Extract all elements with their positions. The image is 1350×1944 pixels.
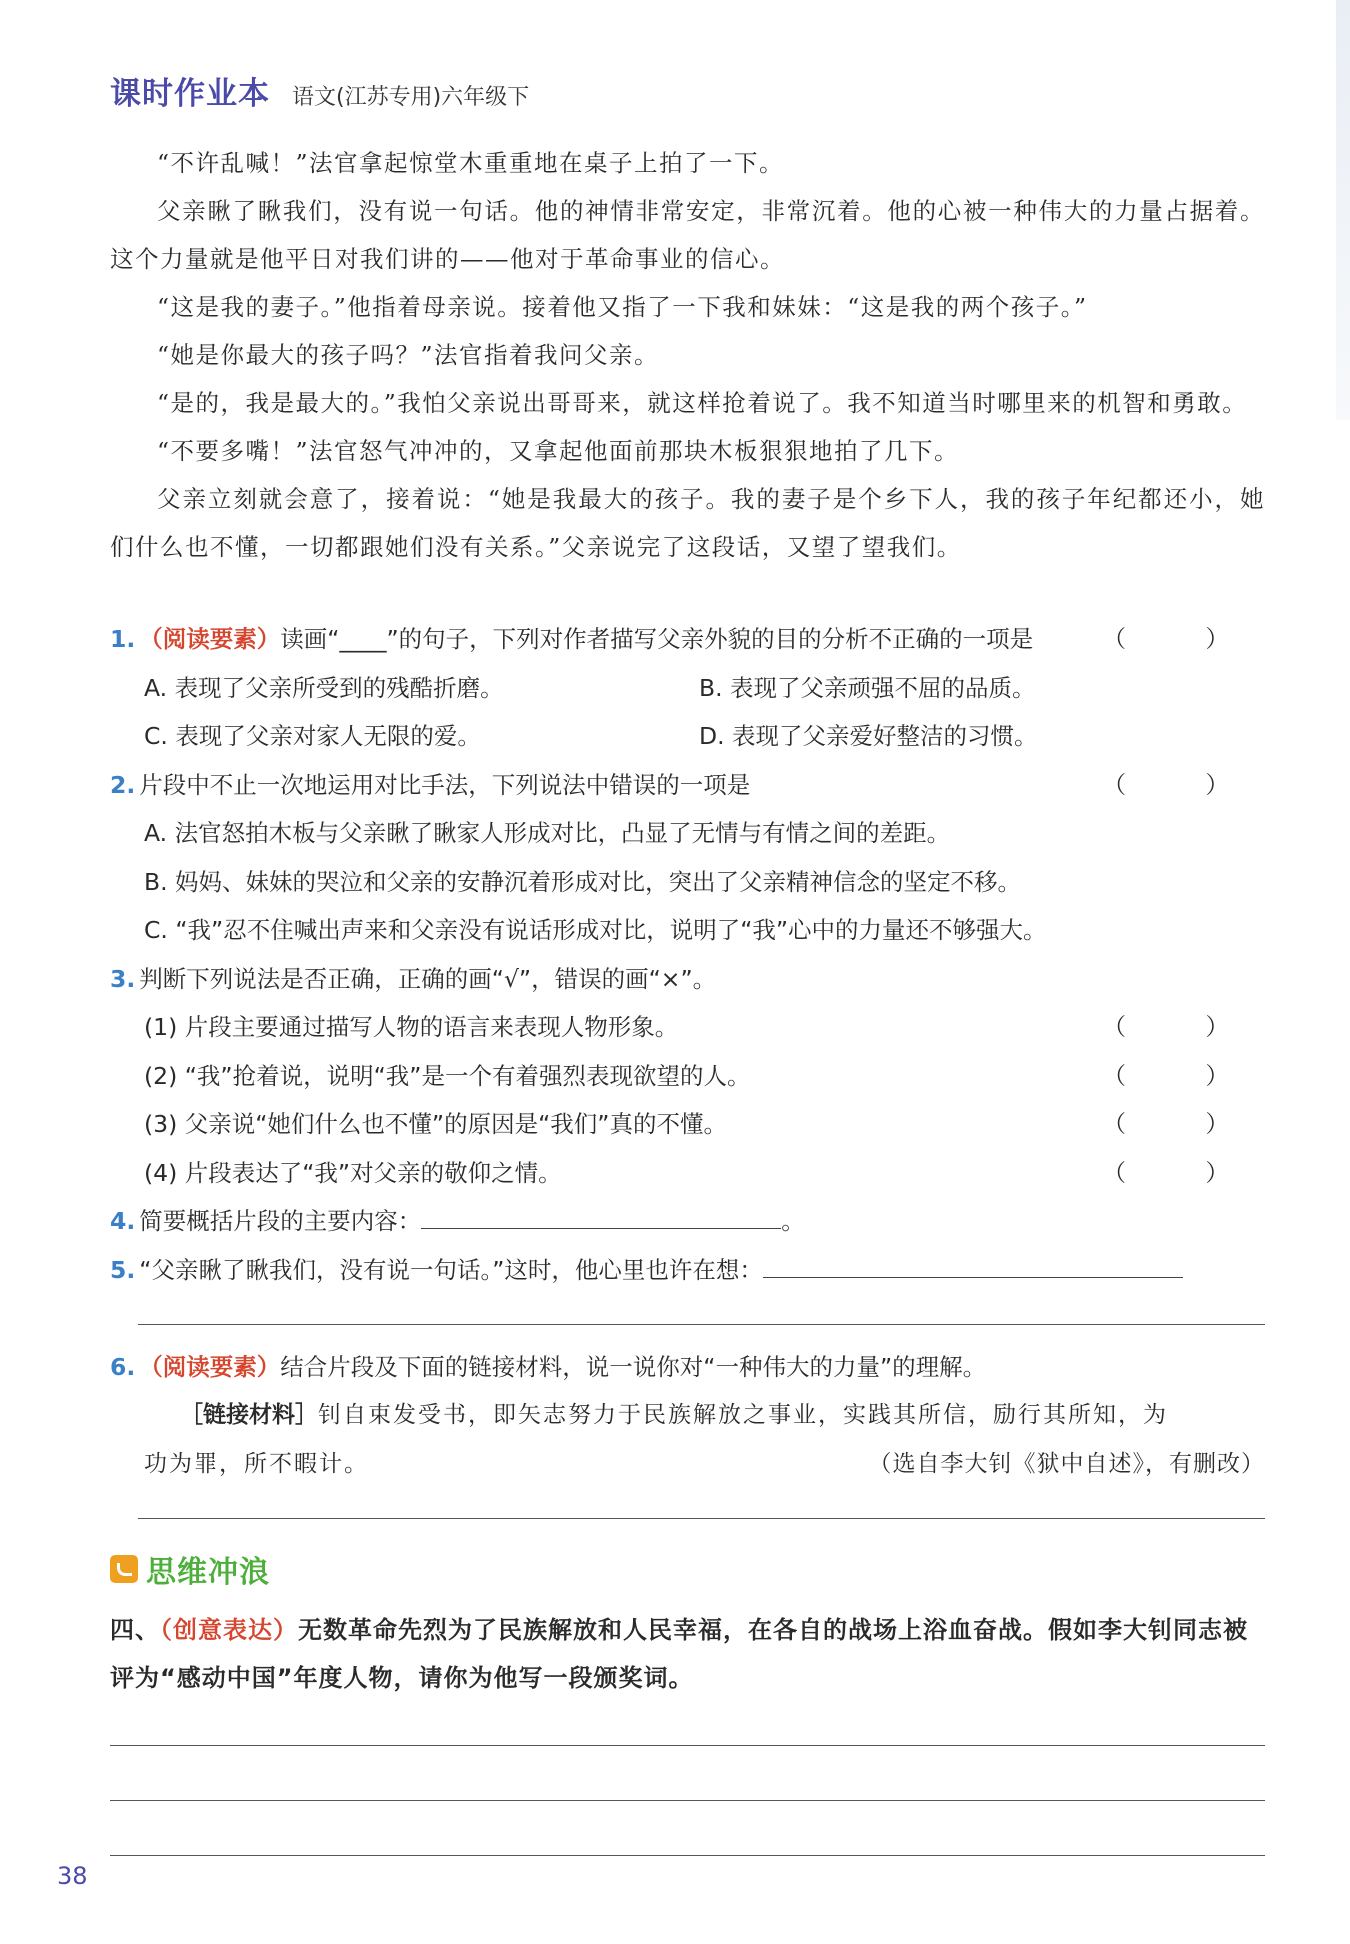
- option-b[interactable]: B. 妈妈、妹妹的哭泣和父亲的安静沉着形成对比，突出了父亲精神信念的坚定不移。: [144, 867, 1022, 896]
- question-1: [110, 615, 1265, 664]
- task-number: 四、: [110, 1616, 160, 1644]
- answer-blank[interactable]: [421, 1202, 781, 1229]
- answer-bracket[interactable]: （ ）: [1102, 1110, 1265, 1138]
- linked-material: [110, 1391, 1265, 1440]
- questions: [110, 615, 1265, 1537]
- answer-line[interactable]: [138, 1518, 1265, 1519]
- option-a[interactable]: A. 法官怒拍木板与父亲瞅了瞅家人形成对比，凸显了无情与有情之间的差距。: [144, 819, 951, 847]
- answer-line[interactable]: [138, 1324, 1265, 1325]
- q1-options-row: [110, 664, 1265, 713]
- judgement-text: (2) “我”抢着说，说明“我”是一个有着强烈表现欲望的人。: [144, 1061, 751, 1090]
- question-number: 1.: [110, 625, 136, 653]
- judgement-item: [110, 1100, 1265, 1149]
- creative-task: [110, 1606, 1265, 1702]
- option-a[interactable]: A. 表现了父亲所受到的残酷折磨。: [144, 673, 504, 702]
- answer-bracket[interactable]: （ ）: [1102, 625, 1265, 653]
- question-number: 2.: [110, 770, 136, 799]
- judgement-item: [110, 1052, 1265, 1101]
- question-text: 简要概括片段的主要内容：: [139, 1207, 422, 1235]
- page-number: 38: [57, 1862, 88, 1890]
- option-c[interactable]: C. 表现了父亲对家人无限的爱。: [144, 722, 481, 750]
- question-text: 结合片段及下面的链接材料，说一说你对“一种伟大的力量”的理解。: [280, 1352, 987, 1381]
- question-end-mark: 。: [781, 1207, 805, 1235]
- creative-expression-tag: （创意表达）: [160, 1615, 298, 1644]
- option-c[interactable]: C. “我”忍不住喊出声来和父亲没有说话形成对比，说明了“我”心中的力量还不够强大。: [144, 916, 1047, 944]
- question-number: 6.: [110, 1352, 136, 1381]
- page-header: [110, 68, 529, 113]
- judgement-text: (3) 父亲说“她们什么也不懂”的原因是“我们”真的不懂。: [144, 1110, 727, 1138]
- answer-bracket[interactable]: （ ）: [1102, 1061, 1265, 1090]
- question-6: [110, 1343, 1265, 1392]
- judgement-text: (4) 片段表达了“我”对父亲的敬仰之情。: [144, 1158, 562, 1187]
- answer-bracket[interactable]: （ ）: [1102, 1158, 1265, 1187]
- writing-line[interactable]: [110, 1800, 1265, 1801]
- reading-element-tag: （阅读要素）: [139, 1352, 281, 1381]
- question-3: [110, 955, 1265, 1004]
- passage-paragraph: “是的，我是最大的。”我怕父亲说出哥哥来，就这样抢着说了。我不知道当时哪里来的机智和勇敢。: [157, 389, 1248, 417]
- linked-material-cont: [110, 1440, 1265, 1489]
- reading-passage: [110, 139, 1265, 571]
- judgement-text: (1) 片段主要通过描写人物的语言来表现人物形象。: [144, 1013, 679, 1041]
- answer-blank[interactable]: [763, 1251, 1183, 1278]
- judgement-item: [110, 1003, 1265, 1052]
- linked-material-title: ［链接材料］: [180, 1402, 318, 1428]
- question-text: 判断下列说法是否正确，正确的画“√”，错误的画“×”。: [139, 964, 717, 993]
- answer-line-row: [110, 1488, 1265, 1537]
- section-title: 思维冲浪: [146, 1555, 270, 1590]
- passage-paragraph: “她是你最大的孩子吗？”法官指着我问父亲。: [157, 341, 660, 369]
- answer-line-row: [110, 1294, 1265, 1343]
- question-5: [110, 1246, 1265, 1295]
- writing-line[interactable]: [110, 1745, 1265, 1746]
- reading-element-tag: （阅读要素）: [139, 625, 281, 653]
- passage-paragraph: 父亲立刻就会意了，接着说：“她是我最大的孩子。我的妻子是个乡下人，我的孩子年纪都还小，她们什么也不懂，一切都跟她们没有关系。”父亲说完了这段话，又望了望我们。: [110, 485, 1265, 561]
- book-subtitle: 语文(江苏专用)六年级下: [292, 85, 530, 110]
- question-text: “父亲瞅了瞅我们，没有说一句话。”这时，他心里也许在想：: [139, 1255, 763, 1284]
- judgement-item: [110, 1149, 1265, 1198]
- answer-bracket[interactable]: （ ）: [1102, 770, 1265, 799]
- question-number: 3.: [110, 964, 136, 993]
- question-number: 4.: [110, 1207, 136, 1235]
- task-text: 无数革命先烈为了民族解放和人民幸福，在各自的战场上浴血奋战。假如李大钊同志被评为“感动中国”年度人物，请你为他写一段颁奖词。: [110, 1616, 1248, 1692]
- linked-material-text: 钊自束发受书，即矢志努力于民族解放之事业，实践其所信，励行其所知，为: [318, 1402, 1168, 1428]
- answer-bracket[interactable]: （ ）: [1102, 1013, 1265, 1041]
- question-text: 片段中不止一次地运用对比手法，下列说法中错误的一项是: [139, 770, 751, 799]
- passage-paragraph: 父亲瞅了瞅我们，没有说一句话。他的神情非常安定，非常沉着。他的心被一种伟大的力量占据着。这个力量就是他平日对我们讲的——他对于革命事业的信心。: [110, 197, 1265, 273]
- source-citation: （选自李大钊《狱中自述》，有删改）: [868, 1450, 1265, 1477]
- question-4: [110, 1197, 1265, 1246]
- question-text: 读画“____”的句子，下列对作者描写父亲外貌的目的分析不正确的一项是: [280, 625, 1034, 653]
- option-d[interactable]: D. 表现了父亲爱好整洁的习惯。: [699, 722, 1038, 750]
- question-2: [110, 761, 1265, 810]
- passage-paragraph: “这是我的妻子。”他指着母亲说。接着他又指了一下我和妹妹：“这是我的两个孩子。”: [157, 293, 1088, 321]
- writing-line[interactable]: [110, 1855, 1265, 1856]
- q1-options-row: [110, 712, 1265, 761]
- passage-paragraph: “不许乱喊！”法官拿起惊堂木重重地在桌子上拍了一下。: [157, 149, 785, 177]
- option-b[interactable]: B. 表现了父亲顽强不屈的品质。: [699, 673, 1036, 702]
- section-header: [110, 1547, 270, 1591]
- wave-icon: [110, 1555, 138, 1583]
- page-edge-stripe: [1336, 0, 1350, 420]
- brand-title: 课时作业本: [110, 76, 270, 112]
- question-number: 5.: [110, 1255, 136, 1284]
- passage-paragraph: “不要多嘴！”法官怒气冲冲的，又拿起他面前那块木板狠狠地拍了几下。: [157, 437, 960, 465]
- linked-material-text-2: 功为罪，所不暇计。: [144, 1450, 369, 1477]
